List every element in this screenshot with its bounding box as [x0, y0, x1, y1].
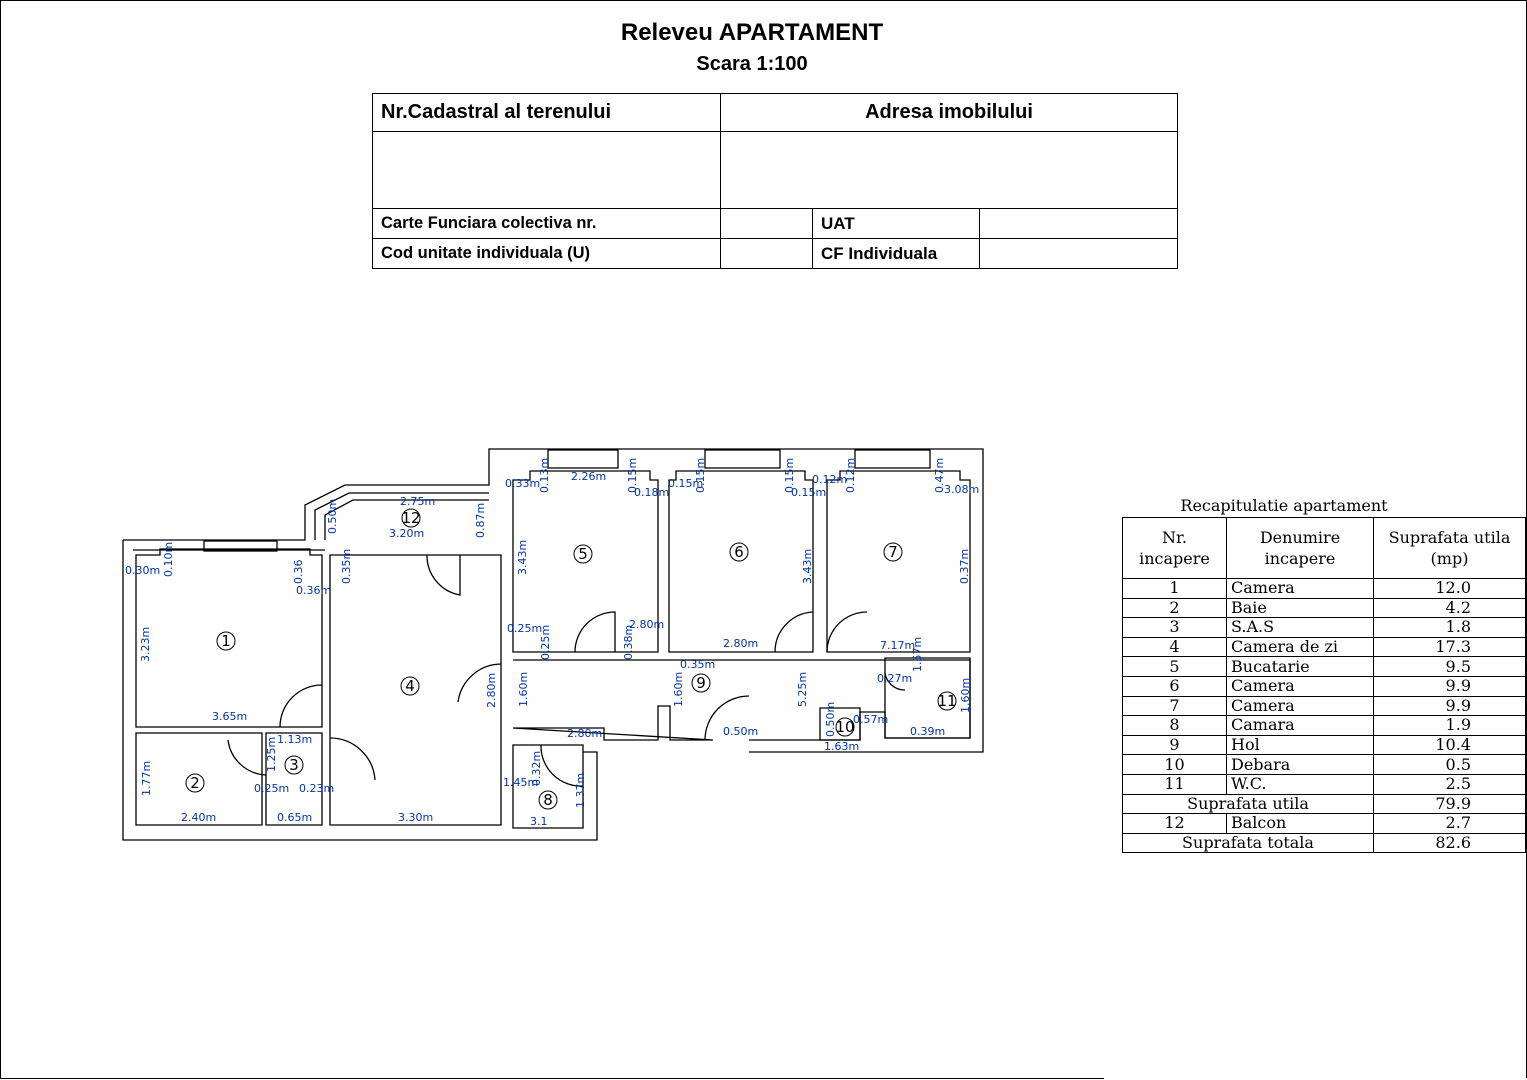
recap-header-row	[1123, 518, 1526, 579]
dimension-label: 1.45m	[503, 776, 539, 789]
dimension-label: 1.13m	[277, 733, 313, 746]
room-number-6	[730, 543, 748, 561]
room-number-7	[884, 543, 902, 561]
room-numbers	[186, 509, 957, 809]
dimension-label: 2.40m	[181, 811, 217, 824]
dimension-label: 3.20m	[389, 527, 425, 540]
useful-area-value: 79.9	[1374, 794, 1526, 814]
dimension-label: 1.37m	[574, 772, 587, 808]
outer-walls	[123, 449, 983, 840]
window-room-7	[855, 450, 930, 468]
carte-funciara-label: Carte Funciara colectiva nr.	[373, 209, 721, 239]
room-number-3	[285, 756, 303, 774]
dimension-label: 0.33m	[505, 477, 541, 490]
dimension-label: 2.80m	[723, 637, 759, 650]
dimension-label: 0.50m	[326, 498, 339, 534]
recap-col-nr: Nr. incapere	[1123, 518, 1227, 579]
dimension-label: 0.38m	[622, 624, 635, 660]
table-row: 1 Camera 12.0	[1123, 579, 1526, 599]
dimension-label: 0.57m	[853, 713, 889, 726]
nr-cadastral-header: Nr.Cadastral al terenului	[373, 94, 721, 132]
svg-text:3: 3	[289, 756, 299, 774]
dimension-label: 7.17m	[880, 639, 916, 652]
door-6	[775, 612, 813, 652]
room-number-9	[692, 674, 710, 692]
recap-title: Recapitulatie apartament	[1180, 496, 1388, 515]
dimension-label: 0.13m	[538, 457, 551, 493]
table-row: 8 Camara 1.9	[1123, 716, 1526, 736]
dimension-label: 0.32m	[530, 750, 543, 786]
recap-col-name: Denumire incapere	[1227, 518, 1374, 579]
door-2	[228, 740, 266, 775]
dimension-label: 0.35m	[680, 658, 716, 671]
svg-text:7: 7	[888, 543, 898, 561]
uat-label: UAT	[813, 209, 980, 239]
dimension-label: 0.27m	[877, 672, 913, 685]
svg-text:5: 5	[578, 545, 588, 563]
table-row: 10 Debara 0.5	[1123, 755, 1526, 775]
total-area-row	[1123, 833, 1526, 853]
recap-col-area: Suprafata utila (mp)	[1374, 518, 1526, 579]
useful-area-row	[1123, 794, 1526, 814]
dimension-label: 0.15m	[668, 477, 704, 490]
room-number-12	[401, 509, 420, 527]
room-number-2	[186, 774, 204, 792]
svg-text:2: 2	[190, 774, 200, 792]
room-number-1	[217, 632, 235, 650]
table-row: 2 Baie 4.2	[1123, 598, 1526, 618]
adresa-header: Adresa imobilului	[721, 94, 1178, 132]
svg-text:9: 9	[696, 674, 706, 692]
useful-area-label: Suprafata utila	[1123, 794, 1374, 814]
window-room-5	[548, 450, 618, 468]
door-4	[427, 555, 460, 595]
scale-label: Scara 1:100	[696, 53, 808, 75]
cod-unitate-label: Cod unitate individuala (U)	[373, 239, 721, 269]
dimension-label: 2.80m	[567, 727, 603, 740]
total-area-value: 82.6	[1374, 833, 1526, 853]
dimension-label: 0.12m	[812, 473, 848, 486]
table-row: 9 Hol 10.4	[1123, 735, 1526, 755]
dimension-label: 0.35m	[340, 548, 353, 584]
dimension-label: 3.43m	[516, 539, 529, 575]
table-row: 4 Camera de zi 17.3	[1123, 637, 1526, 657]
dimension-label: 3.30m	[398, 811, 434, 824]
svg-text:12: 12	[401, 509, 421, 527]
table-row: 11 W.C. 2.5	[1123, 774, 1526, 794]
dimension-label: 0.36	[292, 559, 305, 584]
dimension-label: 0.10m	[162, 541, 175, 577]
dimension-label: 0.25m	[507, 622, 543, 635]
dimension-label: 0.12m	[844, 457, 857, 493]
dimension-label: 0.47m	[933, 457, 946, 493]
room-7-outline	[827, 471, 970, 652]
table-row: 6 Camera 9.9	[1123, 676, 1526, 696]
svg-text:1: 1	[221, 632, 231, 650]
dimension-label: 2.80m	[629, 618, 665, 631]
dimension-label: 0.30m	[125, 564, 161, 577]
dimension-label: 0.65m	[277, 811, 313, 824]
room-number-5	[574, 545, 592, 563]
dimension-label: 5.25m	[796, 671, 809, 707]
balcony-row: 12 Balcon 2.7	[1123, 814, 1526, 834]
dimension-label: 0.37m	[958, 548, 971, 584]
door-5	[575, 612, 615, 652]
dimension-label: 2.80m	[485, 672, 498, 708]
dimension-label: 3.43m	[801, 548, 814, 584]
dimension-label: 1.25m	[265, 736, 278, 772]
dimension-label: 0.15m	[626, 457, 639, 493]
room-number-4	[401, 677, 419, 695]
dimension-label: 0.87m	[474, 502, 487, 538]
svg-text:10: 10	[835, 718, 855, 736]
dimension-label: 1.60m	[959, 677, 972, 713]
dimension-label: 0.23m	[299, 782, 335, 795]
dimension-label: 2.26m	[571, 470, 607, 483]
svg-text:8: 8	[543, 791, 553, 809]
recap-table	[1122, 517, 1526, 853]
room-4-outline	[330, 555, 501, 825]
page-title: Releveu APARTAMENT	[620, 19, 884, 46]
dimension-label: 1.57m	[911, 636, 924, 672]
dimension-label: 1.60m	[517, 671, 530, 707]
room-number-11	[937, 692, 956, 710]
svg-text:6: 6	[734, 543, 744, 561]
cf-individuala-label: CF Individuala	[813, 239, 980, 269]
door-1	[280, 685, 322, 727]
table-row: 7 Camera 9.9	[1123, 696, 1526, 716]
door-3	[330, 738, 375, 780]
table-row: 5 Bucatarie 9.5	[1123, 657, 1526, 677]
svg-text:11: 11	[937, 692, 957, 710]
dimension-label: 0.15m	[791, 486, 827, 499]
dimension-label: 3.23m	[139, 626, 152, 662]
door-7	[827, 612, 867, 652]
window-room-6	[705, 450, 780, 468]
dimension-label: 0.15m	[694, 457, 707, 493]
dimension-label: 1.63m	[824, 740, 860, 753]
dimension-label: 2.75m	[400, 495, 436, 508]
table-row: 3 S.A.S 1.8	[1123, 618, 1526, 638]
room-number-8	[539, 791, 557, 809]
dimension-label: 0.39m	[910, 725, 946, 738]
dimension-label: 1.60m	[672, 671, 685, 707]
dimension-label: 1.77m	[140, 760, 153, 796]
dimension-label: 0.25m	[254, 782, 290, 795]
dimension-label: 0.50m	[723, 725, 759, 738]
dimension-label: 3.1	[530, 815, 548, 828]
room-number-10	[835, 718, 854, 736]
total-area-label: Suprafata totala	[1123, 833, 1374, 853]
dimension-label: 0.50m	[824, 701, 837, 737]
svg-text:4: 4	[405, 677, 415, 695]
dimension-label: 0.25m	[539, 624, 552, 660]
dimension-label: 0.18m	[634, 486, 670, 499]
dimension-label: 0.36m	[296, 584, 332, 597]
dimension-label: 3.08m	[944, 483, 980, 496]
dimension-label: 3.65m	[212, 710, 248, 723]
dimension-label: 0.15m	[783, 457, 796, 493]
